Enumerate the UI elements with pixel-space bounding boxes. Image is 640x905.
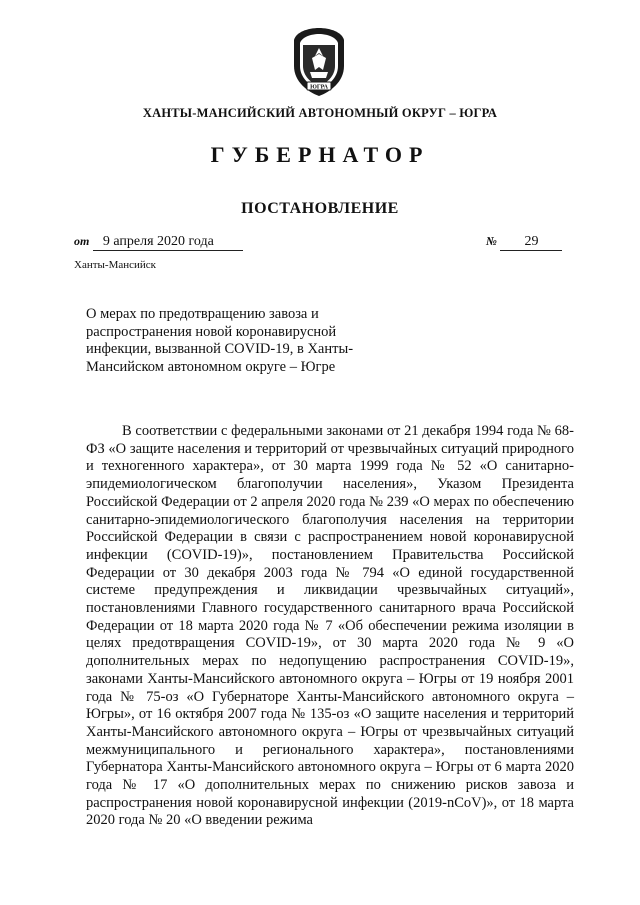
document-subject: О мерах по предотвращению завоза и распространения новой коронавирусной инфекции, вызванной COVID-19, в Ханты-Мансийском автономном округе – Югре <box>86 306 354 375</box>
number-prefix: № <box>486 234 497 248</box>
city: Ханты-Мансийск <box>74 259 157 271</box>
date-value: 9 апреля 2020 года <box>93 234 243 251</box>
body-paragraph: В соответствии с федеральными законами от 21 декабря 1994 года № 68-ФЗ «О защите населения и территорий от чрезвычайных ситуаций природного и техногенного характера», от 30 марта 1999 года № 52 «О санитарно-эпидемиологическом благополучии населения», Указом Президента Российской Федерации от 2 апреля 2020 года № 239 «О мерах по обеспечению санитарно-эпидемиологического благополучия населения на территории Российской Федерации в связи с распространением новой коронавирусной инфекции (COVID-19)», постановлением Правительства Российской Федерации от 30 декабря 2003 года № 794 «О единой государственной системе предупреждения и ликвидации чрезвычайных ситуаций», постановлениями Главного государственного санитарного врача Российской Федерации от 18 марта 2020 года № 7 «Об обеспечении режима изоляции в целях предотвращения COVID-19», от 30 марта 2020 года № 9 «О дополнительных мерах по недопущению распространения COVID-19», законами Ханты-Мансийского автономного округа – Югры от 19 ноября 2001 года № 75-оз «О Губернаторе Ханты-Мансийского автономного округа – Югры», от 16 октября 2007 года № 135-оз «О защите населения и территорий Ханты-Мансийского автономного округа – Югры от чрезвычайных ситуаций межмуниципального и регионального характера», постановлениями Губернатора Ханты-Мансийского автономного округа – Югры от 6 марта 2020 года № 17 «О дополнительных мерах по снижению рисков завоза и распространения новой коронавирусной инфекции (2019-nCoV)», от 18 марта 2020 года № 20 «О введении режима <box>86 423 574 829</box>
region-name: ХАНТЫ-МАНСИЙСКИЙ АВТОНОМНЫЙ ОКРУГ – ЮГРА <box>142 106 498 120</box>
number-value: 29 <box>500 234 562 251</box>
document-type: ПОСТАНОВЛЕНИЕ <box>241 200 399 217</box>
date-prefix: от <box>74 234 90 248</box>
coat-of-arms-icon <box>288 26 350 98</box>
issuer-title: ГУБЕРНАТОР <box>210 142 430 167</box>
document-body <box>86 423 574 830</box>
date-field <box>74 234 259 251</box>
emblem-text: ЮГРА <box>310 84 328 91</box>
number-field <box>486 234 566 251</box>
